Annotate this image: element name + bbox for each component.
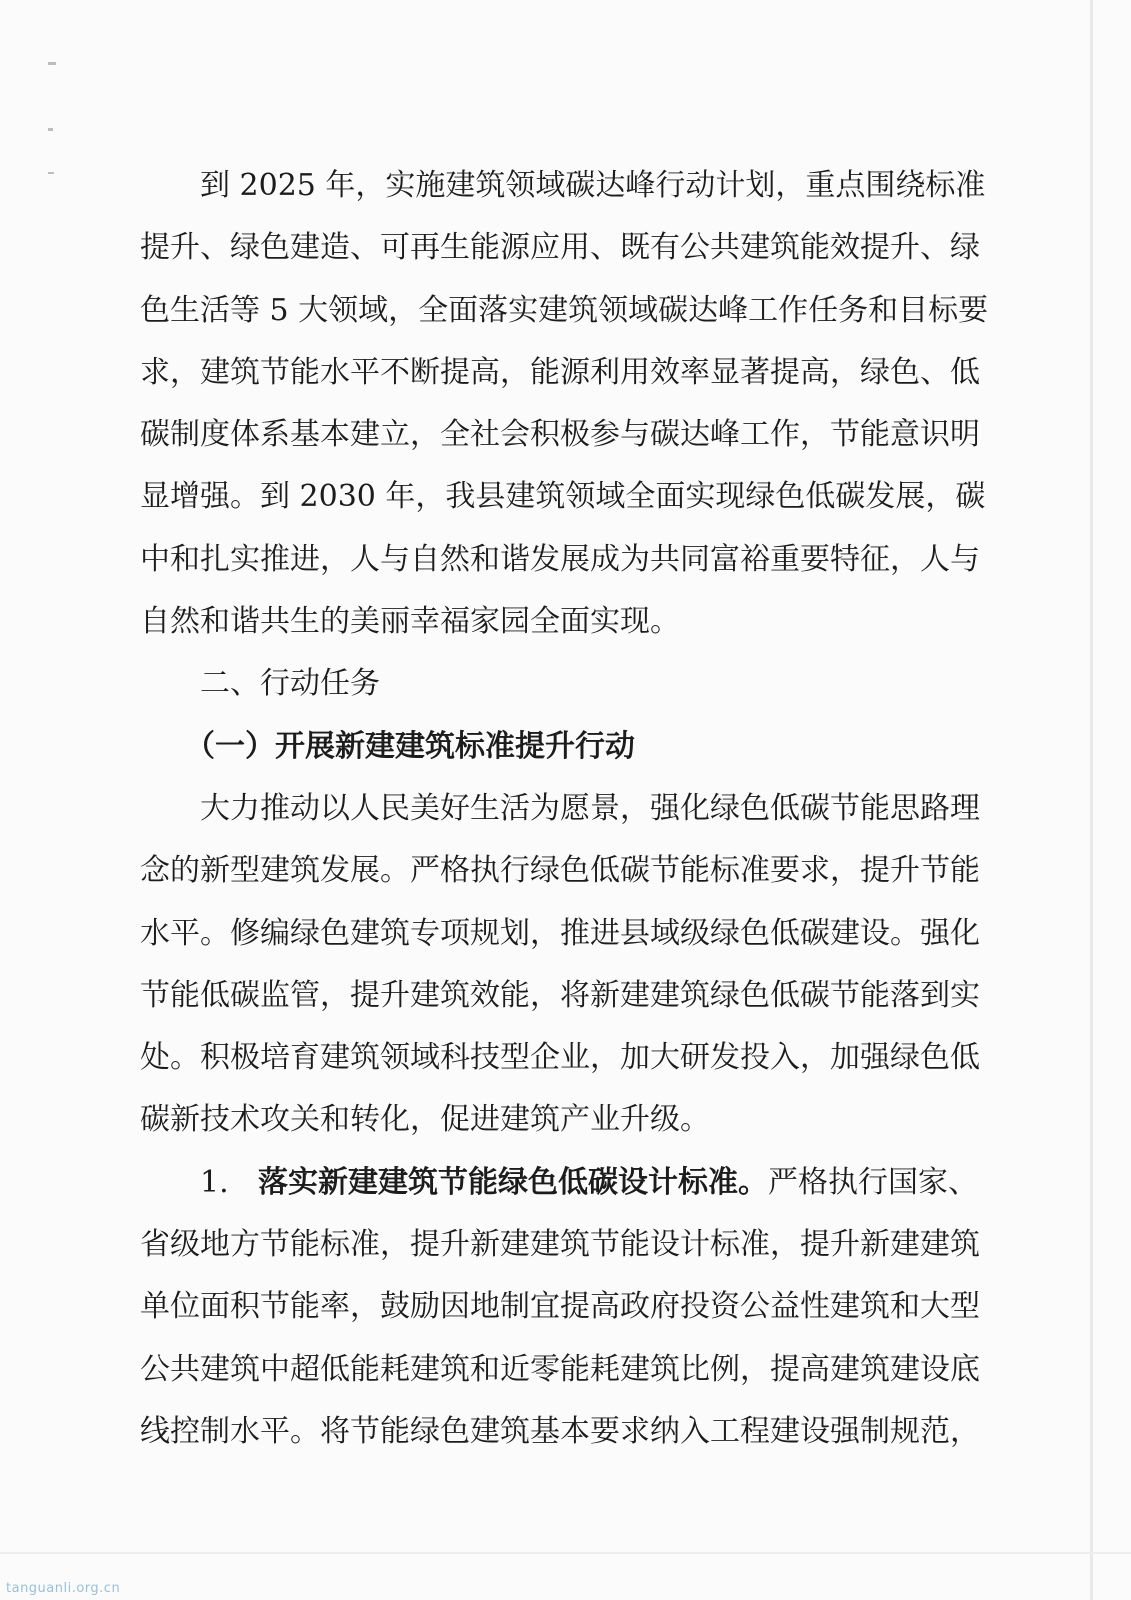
paragraph-line: 处。积极培育建筑领域科技型企业，加大研发投入，加强绿色低 [140,1040,980,1076]
paragraph-line: 单位面积节能率，鼓励因地制宜提高政府投资公益性建筑和大型 [140,1289,980,1325]
list-item-number: 1. [200,1164,229,1200]
list-item-text: 严格执行国家、 [768,1164,978,1200]
paragraph-line: 中和扎实推进，人与自然和谐发展成为共同富裕重要特征，人与 [140,541,980,577]
scan-mark [48,62,56,65]
scan-mark [48,172,54,174]
subsection-heading: （一）开展新建建筑标准提升行动 [185,728,635,764]
paragraph-line: 水平。修编绿色建筑专项规划，推进县域级绿色低碳建设。强化 [140,915,980,951]
paragraph-line: 碳制度体系基本建立，全社会积极参与碳达峰工作，节能意识明 [140,417,980,453]
paragraph-line: 提升、绿色建造、可再生能源应用、既有公共建筑能效提升、绿 [140,230,980,266]
paragraph-line: 公共建筑中超低能耗建筑和近零能耗建筑比例，提高建筑建设底 [140,1351,980,1387]
paragraph-line: 节能低碳监管，提升建筑效能，将新建建筑绿色低碳节能落到实 [140,977,980,1013]
list-item-first-line [140,1152,978,1214]
section-heading: 二、行动任务 [200,666,380,702]
paragraph-line: 念的新型建筑发展。严格执行绿色低碳节能标准要求，提升节能 [140,853,980,889]
list-item-title: 落实新建建筑节能绿色低碳设计标准。 [258,1164,768,1200]
page-bottom-edge [0,1552,1131,1554]
page-edge-shadow [1090,0,1093,1600]
paragraph-line: 大力推动以人民美好生活为愿景，强化绿色低碳节能思路理 [200,790,980,826]
paragraph-line: 线控制水平。将节能绿色建筑基本要求纳入工程建设强制规范， [140,1413,980,1449]
paragraph-line: 到 2025 年，实施建筑领域碳达峰行动计划，重点围绕标准 [200,168,986,203]
paragraph-line: 求，建筑节能水平不断提高，能源利用效率显著提高，绿色、低 [140,354,980,390]
paragraph-line: 自然和谐共生的美丽幸福家园全面实现。 [140,604,680,640]
scan-mark [48,128,53,131]
document-body [140,155,989,1463]
paragraph-line: 碳新技术攻关和转化，促进建筑产业升级。 [140,1102,710,1138]
paragraph-line: 省级地方节能标准，提升新建建筑节能设计标准，提升新建建筑 [140,1227,980,1263]
paragraph-line: 色生活等 5 大领域，全面落实建筑领域碳达峰工作任务和目标要 [140,292,989,328]
paragraph-line: 显增强。到 2030 年，我县建筑领域全面实现绿色低碳发展，碳 [140,479,986,515]
watermark-text: tanguanli.org.cn [6,1581,121,1596]
